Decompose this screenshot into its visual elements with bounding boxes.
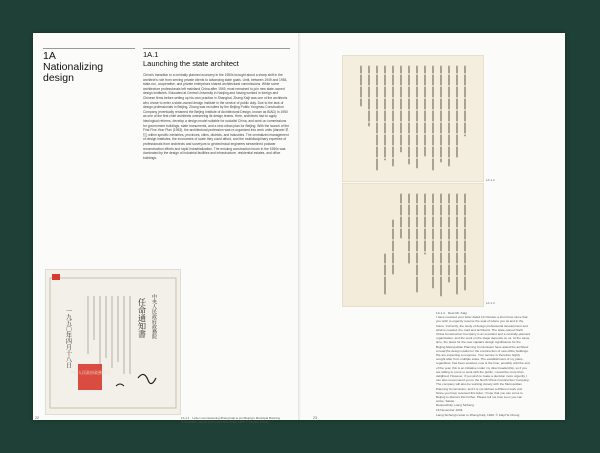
letter-caption-body: I have received your letter dated 10 October a short time since that you wish to urgently reserve the seat of where you sit and in the future. Currently, the study of design professional development and what is needed: the road and architects. The state-owned North China Construction Company is an excellent and a centrally-planned organization, and the work on the stage depends on us. At the same time, the plans for the new capital's design significance for the Beijing Metropolitan Planning Commission have asked the architect to lead the design studio for the construction of new office buildings. We are expecting a response. Your service is therefore highly sought after from multiple sides. The establishment of my plans, regardless, has been enacted, now is the time, possibly until the end of the year, this is an initiative under my direct leadership, so if you are willing to come to work with the public, I would be more than delighted. However, if you wish to make a decision more urgently, I can also recommend you to the North China Construction Company. The company will also be working closely with the Metropolitan Planning Commission, and it is not without a different work unit. Since you have received this letter, I hope that you can come to Beijing to discuss this further. Please tell me how soon you can arrive. Salute. bbox=[436, 315, 530, 404]
certificate-seal-text: 中央人民政府政務院印 bbox=[70, 370, 110, 375]
section-rule bbox=[43, 48, 135, 49]
certificate-header: 中央人民政府政務院 bbox=[151, 294, 157, 339]
subsection-title: Launching the state architect bbox=[143, 58, 239, 68]
left-page bbox=[33, 33, 299, 424]
handwritten-letter-page-1 bbox=[342, 55, 484, 182]
certificate-caption-number: 1A.1.1 bbox=[181, 416, 190, 420]
section-heading bbox=[43, 51, 133, 84]
letter-caption-signature: Respectfully, Liang Sicheng bbox=[436, 403, 474, 408]
letter-caption bbox=[436, 311, 530, 417]
letter-caption-date: 16 November 1949 bbox=[436, 407, 463, 412]
letter-2-illustration bbox=[343, 184, 483, 306]
letter-2-label: 1A.1.3 bbox=[486, 301, 495, 305]
section-title: Nationalizing design bbox=[43, 61, 104, 84]
appointment-certificate-image bbox=[45, 269, 181, 415]
certificate-title: 任命通知書 bbox=[137, 298, 147, 338]
certificate-date: 一九五〇年四月十八日 bbox=[64, 308, 72, 368]
certificate-caption-text: Letter commissioning Zhang Kaiji to join Beijing's Municipal Planning Commission, signed by Premier Zhou Enlai, 1958. © Kaiji He Cheng bbox=[181, 416, 280, 424]
letter-caption-number: 1A.1.2 bbox=[436, 311, 445, 315]
certificate-caption bbox=[181, 417, 291, 424]
letter-1-illustration bbox=[343, 56, 483, 181]
certificate-illustration bbox=[46, 270, 180, 414]
page-number-right: 23 bbox=[313, 416, 317, 420]
subsection-heading bbox=[143, 51, 283, 68]
subsection-number: 1A.1 bbox=[143, 50, 159, 59]
letter-caption-greeting: Dear Mr. Kaiji, bbox=[447, 311, 468, 315]
letter-1-label: 1A.1.2 bbox=[486, 178, 495, 182]
book-spread bbox=[33, 33, 565, 424]
section-number: 1A bbox=[43, 50, 56, 62]
right-page bbox=[301, 33, 565, 420]
letter-caption-credit: Liang Sicheng's letter to Zhang Kaiji, 1949. © Kaiji He Cheng bbox=[436, 412, 520, 417]
subsection-rule bbox=[143, 48, 290, 49]
handwritten-letter-page-2 bbox=[342, 183, 484, 307]
body-text: China's transition to a centrally planned economy in the 1950s brought about a sharp shift in the architect's role from serving private clients to advancing state goals. Until, between 1949 and 1953, state-run, cooperative, and private enterprises shared architectural commissions. While some architecture professionals left mainland China after 1949, most remained to join new state-owned design institutes. Educated at Central University in Nanjing and having worked in foreign and Chinese firms before setting up his own practice in Shanghai, Zhang Kaiji was one of the architects who chose to enter a state-owned design institute in the service of public duty. Due to the lack of design professionals in Beijing, Zhang was recruited by the Beijing Public Yongmao Construction Company (eventually renamed the Beijing Institute of Architectural Design, known as BIAD) in 1950 as one of the first chief architects overseeing its design teams. Here, architects had to apply ideological reforms, develop a design model suitable for socialist China, and work on commissions for government buildings, state monuments, and a new urban plan for Beijing. With the launch of the First Five-Year Plan (1953), the architectural profession was re-organized into work units (danwei 单位) within specific ministries, provinces, cities, districts, and industries. The centralized management of design institutes, the economies of scale they could afford, and the multidisciplinary expertise of professionals from architects and surveyors to geotechnical engineers streamlined postwar reconstruction efforts and rapid industrialization. The ensuing construction boom in the 1950s was dominated by the design of industrial facilities and infrastructure, residential estates, and office buildings. bbox=[143, 73, 290, 160]
page-number-left: 22 bbox=[35, 416, 39, 420]
